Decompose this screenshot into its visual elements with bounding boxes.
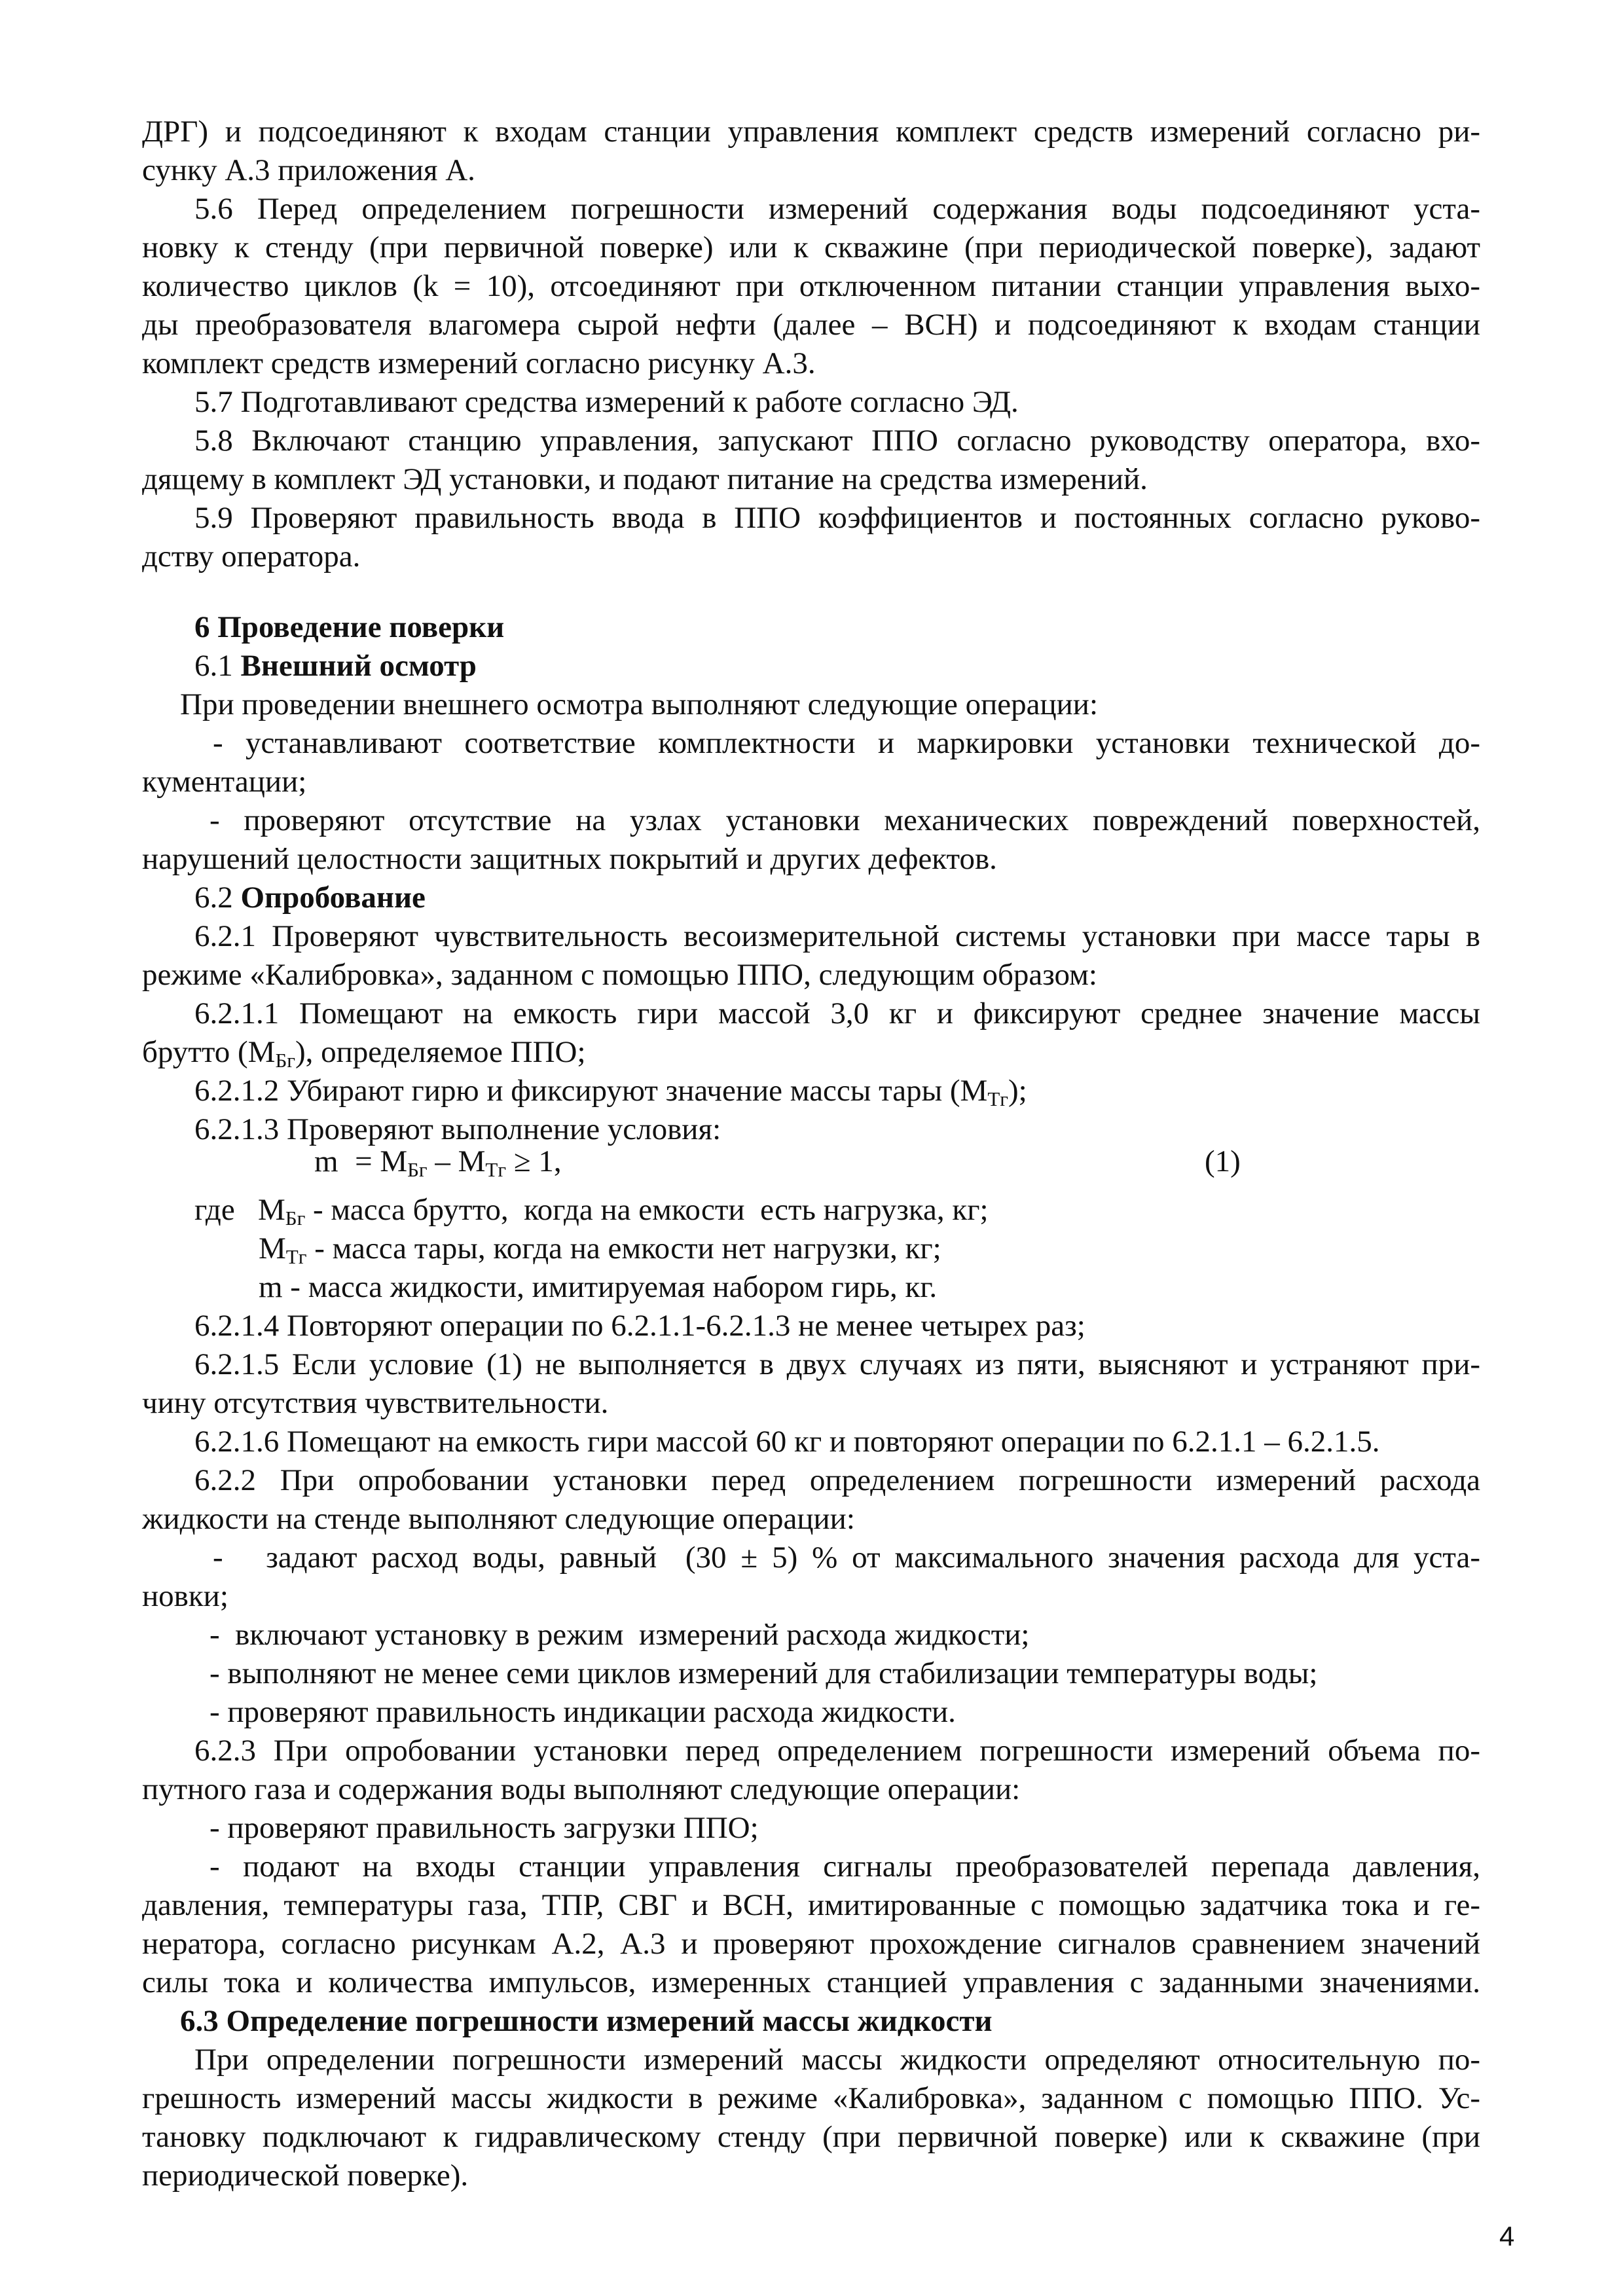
heading-number: 6.2 xyxy=(194,881,241,915)
section-heading-6-1 xyxy=(194,647,477,685)
subscript: Тг xyxy=(285,1245,307,1268)
clause-5-7: 5.7 Подготавливают средства измерений к работе согласно ЭД. xyxy=(194,385,1019,419)
section-heading-6-3: 6.3 Определение погрешности измерений массы жидкости xyxy=(180,2004,993,2038)
formula-part: = М xyxy=(339,1144,408,1178)
clause-6-2-2: 6.2.2 При опробовании установки перед определением погрешности измерений расхода xyxy=(194,1463,1480,1497)
text-line: давления, температуры газа, ТПР, СВГ и ВСН, имитированные с помощью задатчика тока и ге- xyxy=(142,1888,1480,1922)
section-heading-6-2 xyxy=(194,879,426,917)
text-line: грешность измерений массы жидкости в режиме «Калибровка», заданном с помощью ППО. Ус- xyxy=(142,2081,1480,2115)
list-item: - проверяют отсутствие на узлах установки механических повреждений поверхностей, xyxy=(210,803,1480,837)
clause-5-9: 5.9 Проверяют правильность ввода в ППО коэффициентов и постоянных согласно руково- xyxy=(194,501,1480,535)
text-line: нарушений целостности защитных покрытий и других дефектов. xyxy=(142,842,997,876)
text-line: дящему в комплект ЭД установки, и подают питание на средства измерений. xyxy=(142,462,1148,496)
clause-6-2-1-5: 6.2.1.5 Если условие (1) не выполняется в двух случаях из пяти, выясняют и устраняют при- xyxy=(194,1347,1480,1381)
list-item: - выполняют не менее семи циклов измерений для стабилизации температуры воды; xyxy=(210,1656,1318,1690)
list-item: - задают расход воды, равный (30 ± 5) % от максимального значения расхода для уста- xyxy=(213,1540,1480,1575)
text-line: периодической поверке). xyxy=(142,2159,469,2193)
text-line: режиме «Калибровка», заданном с помощью ППО, следующим образом: xyxy=(142,958,1097,992)
text-part: ); xyxy=(1008,1074,1027,1108)
text-line: ды преобразователя влагомера сырой нефти (далее – ВСН) и подсоединяют к входам станции xyxy=(142,308,1480,342)
text-line: жидкости на стенде выполняют следующие операции: xyxy=(142,1502,855,1536)
list-item: - проверяют правильность индикации расхода жидкости. xyxy=(210,1695,956,1729)
heading-number: 6.1 xyxy=(194,649,241,683)
list-item: - подают на входы станции управления сигналы преобразователей перепада давления, xyxy=(210,1850,1480,1884)
text-line: ДРГ) и подсоединяют к входам станции управления комплект средств измерений согласно ри- xyxy=(142,115,1480,149)
text-line: количество циклов (k = 10), отсоединяют при отключенном питании станции управления выхо- xyxy=(142,269,1480,303)
text-line: нератора, согласно рисункам А.2, А.3 и проверяют прохождение сигналов сравнением значений xyxy=(142,1927,1480,1961)
text-line: дству оператора. xyxy=(142,539,361,574)
clause-6-2-1-6: 6.2.1.6 Помещают на емкость гири массой 60 кг и повторяют операции по 6.2.1.1 – 6.2.1.5. xyxy=(194,1425,1380,1459)
text-line: чину отсутствия чувствительности. xyxy=(142,1386,609,1420)
text-line: кументации; xyxy=(142,765,307,799)
clause-5-8: 5.8 Включают станцию управления, запускают ППО согласно руководству оператора, вхо- xyxy=(194,424,1480,458)
clause-6-2-1-3: 6.2.1.3 Проверяют выполнение условия: xyxy=(194,1112,721,1146)
heading-text: Опробование xyxy=(240,881,426,915)
text-part: ), определяемое ППО; xyxy=(295,1035,586,1069)
subscript: Бг xyxy=(275,1049,295,1072)
text-part: - масса тары, когда на емкости нет нагрузки, кг; xyxy=(306,1231,941,1266)
text-line: путного газа и содержания воды выполняют следующие операции: xyxy=(142,1772,1021,1806)
equation-number: (1) xyxy=(1205,1144,1241,1178)
list-item: - устанавливают соответствие комплектности и маркировки установки технической до- xyxy=(213,726,1480,760)
clause-6-2-1-4: 6.2.1.4 Повторяют операции по 6.2.1.1-6.2.1.3 не менее четырех раз; xyxy=(194,1309,1085,1343)
subscript: Тг xyxy=(987,1087,1009,1110)
text-line: новки; xyxy=(142,1579,228,1613)
page-number: 4 xyxy=(1499,2221,1515,2251)
text-part: где М xyxy=(194,1193,285,1227)
clause-5-6: 5.6 Перед определением погрешности измерений содержания воды подсоединяют уста- xyxy=(194,192,1480,226)
clause-6-2-1-1: 6.2.1.1 Помещают на емкость гири массой 3,0 кг и фиксируют среднее значение массы xyxy=(194,996,1480,1030)
text-part: брутто (М xyxy=(142,1035,276,1069)
text-part: 6.2.1.2 Убирают гирю и фиксируют значение массы тары (М xyxy=(194,1074,988,1108)
text-line: сунку А.3 приложения А. xyxy=(142,153,475,187)
formula-var: m xyxy=(314,1144,340,1178)
formula-part: – М xyxy=(427,1144,486,1178)
list-item: - проверяют правильность загрузки ППО; xyxy=(210,1811,759,1845)
text-part: - масса брутто, когда на емкости есть нагрузка, кг; xyxy=(305,1193,989,1227)
section-heading-6: 6 Проведение поверки xyxy=(194,610,505,644)
subscript: Бг xyxy=(285,1207,306,1230)
text-line: силы тока и количества импульсов, измеренных станцией управления с заданными значениями. xyxy=(142,1965,1480,1999)
text-line: тановку подключают к гидравлическому стенду (при первичной поверке) или к скважине (при xyxy=(142,2120,1480,2154)
text-line: комплект средств измерений согласно рисунку А.3. xyxy=(142,346,816,380)
heading-text: Внешний осмотр xyxy=(240,649,477,683)
formula-part: ≥ 1, xyxy=(506,1144,562,1178)
legend-line: m - масса жидкости, имитируемая набором гирь, кг. xyxy=(259,1270,938,1304)
list-item: - включают установку в режим измерений расхода жидкости; xyxy=(210,1618,1030,1652)
clause-6-2-1: 6.2.1 Проверяют чувствительность весоизмерительной системы установки при массе тары в xyxy=(194,919,1480,953)
text-part: М xyxy=(259,1231,286,1266)
subscript: Бг xyxy=(407,1158,428,1181)
text-line: новку к стенду (при первичной поверке) или к скважине (при периодической поверке), задают xyxy=(142,230,1480,264)
text-line: При проведении внешнего осмотра выполняют следующие операции: xyxy=(180,687,1099,721)
formula-1 xyxy=(314,1142,562,1189)
clause-6-2-3: 6.2.3 При опробовании установки перед определением погрешности измерений объема по- xyxy=(194,1734,1480,1768)
text-line: При определении погрешности измерений массы жидкости определяют относительную по- xyxy=(194,2043,1480,2077)
subscript: Тг xyxy=(485,1158,507,1181)
